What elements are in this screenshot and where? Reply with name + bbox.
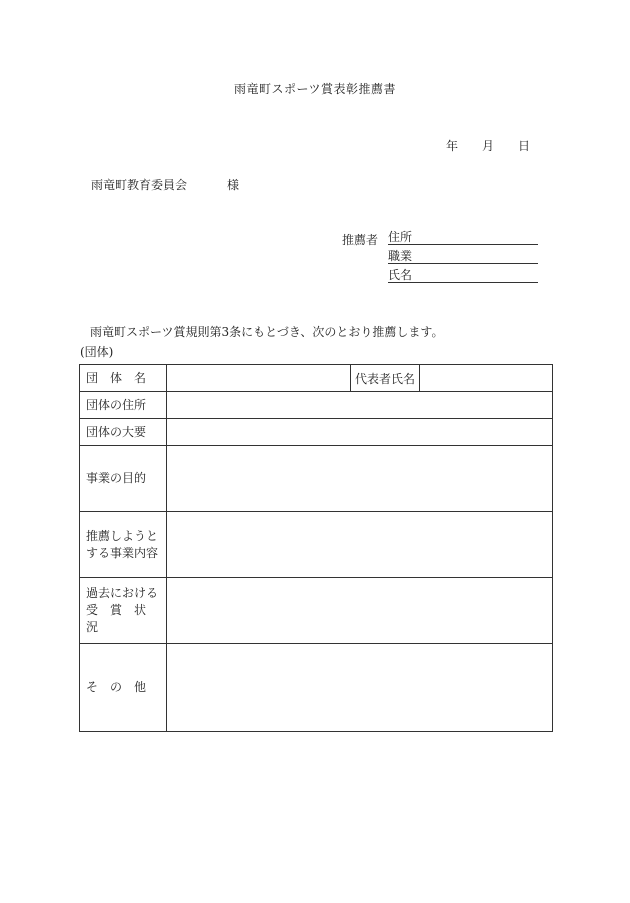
- past-awards-label: [80, 578, 167, 644]
- category-label: (団体): [80, 345, 114, 359]
- purpose-field[interactable]: [167, 446, 553, 512]
- recommender-occupation-label: 職業: [388, 249, 413, 263]
- group-address-label: 団体の住所: [80, 392, 167, 419]
- planned-activity-label-line2: する事業内容: [86, 545, 159, 560]
- month-label: 月: [482, 139, 495, 153]
- planned-activity-label: [80, 512, 167, 578]
- group-overview-label: 団体の大要: [80, 419, 167, 446]
- group-name-field[interactable]: [167, 365, 351, 392]
- group-name-label: 団 体 名: [80, 365, 167, 392]
- recommender-address-field[interactable]: [388, 230, 538, 245]
- recommender-name-label: 氏名: [388, 268, 413, 282]
- table-row: [80, 644, 553, 732]
- past-awards-label-line2: 受 賞 状 況: [86, 603, 159, 634]
- table-row: [80, 419, 553, 446]
- table-row: [80, 446, 553, 512]
- past-awards-label-line1: 過去における: [86, 586, 159, 600]
- planned-activity-field[interactable]: [167, 512, 553, 578]
- addressee-name: 雨竜町教育委員会: [91, 178, 188, 192]
- other-field[interactable]: [167, 644, 553, 732]
- recommender-occupation-field[interactable]: [388, 249, 538, 264]
- other-label: そ の 他: [80, 644, 167, 732]
- table-row: [80, 365, 553, 392]
- addressee: [91, 176, 239, 193]
- purpose-label: 事業の目的: [80, 446, 167, 512]
- date-line: [446, 137, 530, 154]
- recommendation-form-table: [79, 364, 553, 732]
- group-overview-field[interactable]: [167, 419, 553, 446]
- group-address-field[interactable]: [167, 392, 553, 419]
- year-label: 年: [446, 139, 459, 153]
- day-label: 日: [518, 139, 531, 153]
- addressee-honorific: 様: [227, 178, 240, 192]
- past-awards-field[interactable]: [167, 578, 553, 644]
- recommendation-statement: 雨竜町スポーツ賞規則第3条にもとづき、次のとおり推薦します。: [90, 325, 444, 339]
- table-row: [80, 578, 553, 644]
- table-row: [80, 392, 553, 419]
- planned-activity-label-line1: 推薦しようと: [86, 528, 159, 543]
- table-row: [80, 512, 553, 578]
- recommender-label: 推薦者: [342, 233, 379, 247]
- recommender-address-label: 住所: [388, 230, 413, 244]
- representative-field[interactable]: [420, 365, 553, 392]
- page-title: 雨竜町スポーツ賞表彰推薦書: [233, 82, 397, 96]
- recommender-name-field[interactable]: [388, 268, 538, 283]
- representative-label: 代表者氏名: [351, 365, 420, 392]
